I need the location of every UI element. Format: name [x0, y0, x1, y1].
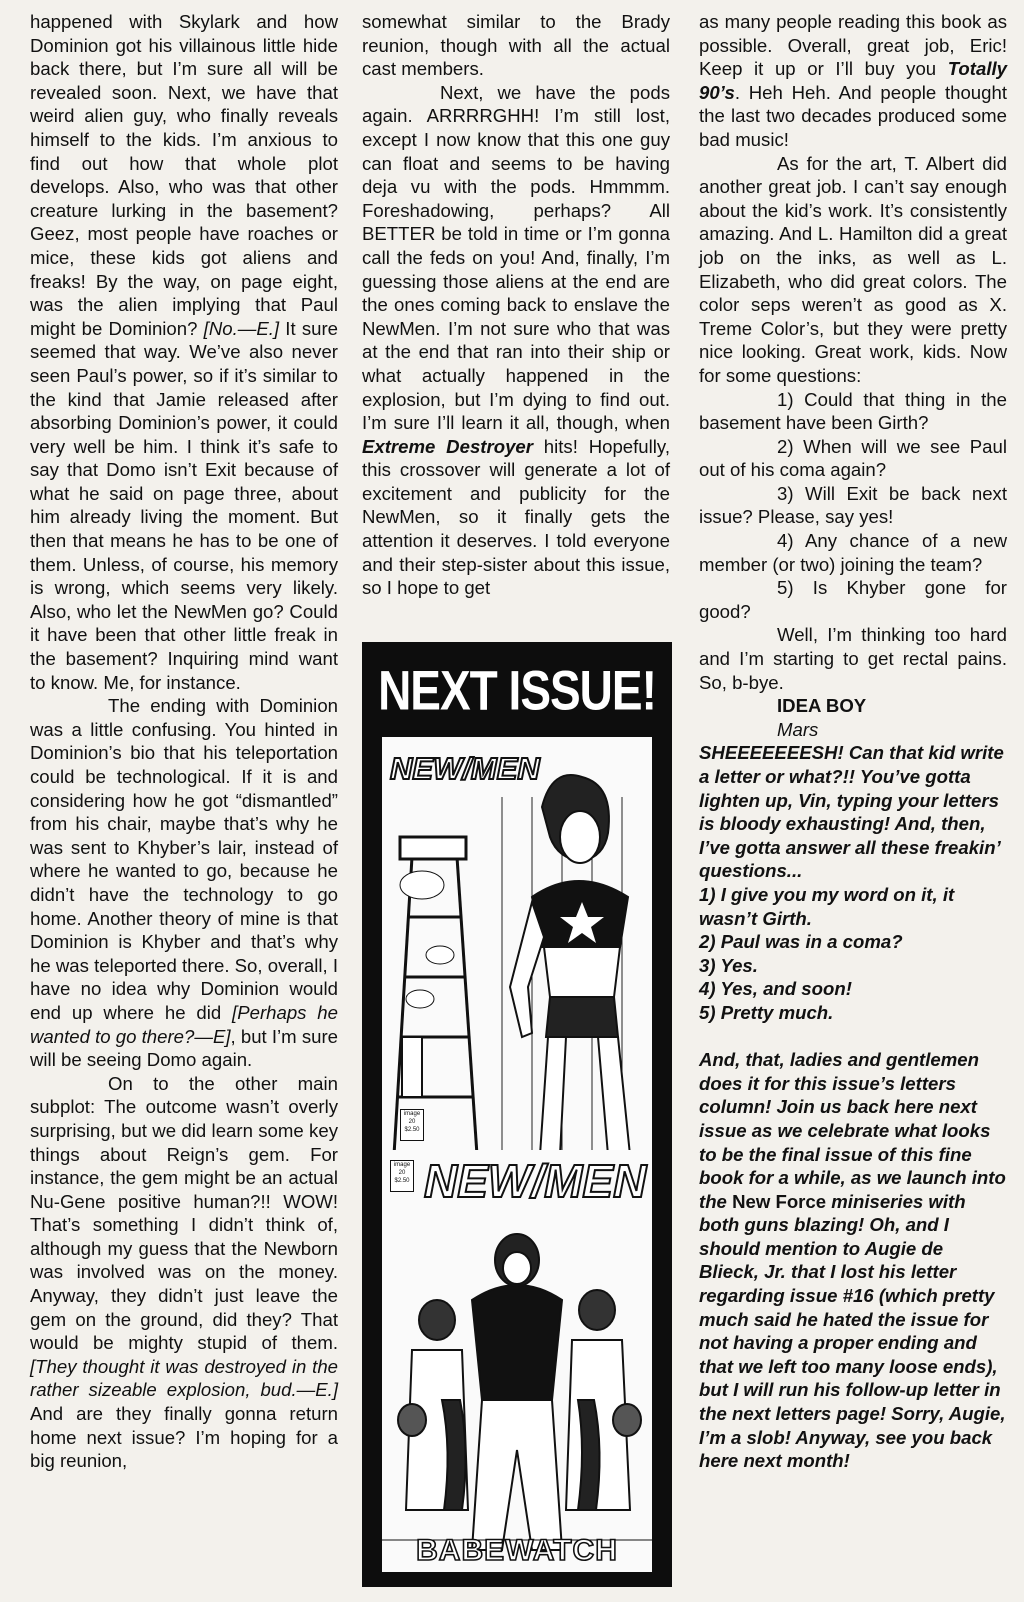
- newmen-logo: NEW/MEN: [390, 751, 540, 786]
- question: 2) When will we see Paul out of his coma again?: [699, 435, 1007, 481]
- signature-place: Mars: [777, 718, 819, 740]
- question: 4) Any chance of a new member (or two) joining the team?: [699, 530, 1007, 575]
- editor-note: [Perhaps he wanted to go there?—E]: [30, 1001, 338, 1047]
- cover-art-1: [382, 737, 652, 1155]
- letter-paragraph: somewhat similar to the Brady reunion, though with all the actual cast members.: [362, 11, 670, 80]
- letter-paragraph: As for the art, T. Albert did another great job. I can’t say enough about the kid’s work. It’s consistently amazing. And L. Hamilton did a great job on the inks, as well as L. Elizabeth, who did great colors. The color seps weren’t as good as X. Treme Color’s, but they were pretty nice looking. Great work, kids. Now for some questions:: [699, 152, 1007, 386]
- next-issue-panel: [362, 642, 672, 1587]
- answer: 1) I give you my word on it, it wasn’t Girth.: [699, 883, 955, 929]
- answer: 4) Yes, and soon!: [699, 978, 852, 1000]
- answer: 3) Yes.: [699, 954, 758, 976]
- cover-variant-1: [382, 737, 652, 1155]
- image-badge: image 20 $2.50: [390, 1160, 414, 1192]
- question: 5) Is Khyber gone for good?: [699, 577, 1007, 622]
- question: 1) Could that thing in the basement have been Girth?: [699, 388, 1007, 434]
- letter-paragraph: On to the other main subplot: The outcome wasn’t overly surprising, but we did learn some key things about Reign’s gem. For instance, the gem might be an actual Nu-Gene positive human?!! WOW! That’s something I didn’t think of, although my guess that the Newborn was involved was on the money. Anyway, they didn’t just leave the gem on the ground, did they? That would be mighty stupid of them. [They thought it was destroyed in the rather sizeable explosion, bud.—E.] And are they finally gonna return home next issue? I’m hoping for a big reunion,: [30, 1072, 338, 1472]
- letter-paragraph: Well, I’m thinking too hard and I’m starting to get rectal pains. So, b-bye.: [699, 624, 1007, 693]
- book-title: Totally 90’s: [699, 58, 1007, 103]
- letter-paragraph: happened with Skylark and how Dominion got his villainous little hide back there, but I’m sure all will be revealed soon. Next, we have that weird alien guy, who finally reveals himself to the kids. I’m anxious to find out how that whole plot develops. Also, who was that other creature lurking in the basement? Geez, most people have roaches or mice, these kids got aliens and freaks! By the way, on page eight, was the alien implying that Paul might be Dominion? [No.—E.] It sure seemed that way. We’ve also never seen Paul’s power, so if it’s similar to the kind that Jamie released after absorbing Dominion’s power, it could very well be him. I think it’s safe to say that Domo isn’t Exit because of what he said on page three, about him already living the moment. But then that means he has to be one of them. Unless, of course, his memory is wrong, which seems very likely. Also, who let the NewMen go? Could it have been that other little freak in the basement? Inquiring mind want to know. Me, for instance.: [30, 11, 339, 693]
- letters-column-2: [362, 10, 670, 600]
- babewatch-banner: BABEWATCH: [416, 1534, 618, 1567]
- cover-variant-2: [382, 1150, 652, 1572]
- question: 3) Will Exit be back next issue? Please, say yes!: [699, 482, 1007, 528]
- cover-art-2: [382, 1150, 652, 1572]
- editor-note: [No.—E.]: [203, 317, 280, 339]
- signature-name: IDEA BOY: [777, 695, 867, 717]
- letter-paragraph: Next, we have the pods again. ARRRRGHH! I’m still lost, except I now know that this one guy can float and seems to be having deja vu with the pods. Hmmmm. Foreshadowing, perhaps? All BETTER be told in time or I’m gonna call the feds on you! And, finally, I’m guessing those aliens at the end are the ones coming back to enslave the NewMen. I’m not sure who that was at the end that ran into their ship or what actually happened in the explosion, but I’m dying to find out. I’m sure I’ll learn it all, though, when Extreme Destroyer hits! Hopefully, this crossover will generate a lot of excitement and publicity for the NewMen, so it finally gets the attention it deserves. I told everyone and their step-sister about this issue, so I hope to get: [362, 81, 670, 599]
- letter-paragraph: as many people reading this book as possible. Overall, great job, Eric! Keep it up or I’ll buy you Totally 90’s. Heh Heh. And people thought the last two decades produced some bad music!: [699, 11, 1007, 150]
- next-issue-title: NEXT ISSUE!: [378, 659, 656, 722]
- editor-reply: SHEEEEEEESH! Can that kid write a letter or what?!! You’ve gotta lighten up, Vin, typing your letters is bloody exhausting! And, then, I’ve gotta answer all these freakin’ questions... 1) I give you my word on it, it wasn’t Girth. 2) Paul was in a coma? 3) Yes. 4) Yes, and soon! 5) Pretty much. And, that, ladies and gentlemen does it for this issue’s letters column! Join us back here next issue as we celebrate what looks to be the final issue of this fine book for a while, as we launch into the New Force miniseries with both guns blazing! Oh, and I should mention to Augie de Blieck, Jr. that I lost his letter regarding issue #16 (which pretty much said he hated the issue for not having a proper ending and that we left too many loose ends), but I will run his follow-up letter in the next letters page! Sorry, Augie, I’m a slob! Anyway, see you back here next month!: [699, 742, 1006, 1472]
- closing-paragraph: And, that, ladies and gentlemen does it for this issue’s letters column! Join us back here next issue as we celebrate what looks to be the final issue of this fine book for a while, as we launch into the New Force miniseries with both guns blazing! Oh, and I should mention to Augie de Blieck, Jr. that I lost his letter regarding issue #16 (which pretty much said he hated the issue for not having a proper ending and that we left too many loose ends), but I will run his follow-up letter in the next letters page! Sorry, Augie, I’m a slob! Anyway, see you back here next month!: [699, 1049, 1006, 1472]
- image-badge: image 20 $2.50: [400, 1109, 424, 1141]
- book-title: New Force: [732, 1190, 827, 1212]
- newmen-logo: NEW/MEN: [424, 1155, 647, 1207]
- book-title: Extreme Destroyer: [362, 435, 533, 457]
- letter-paragraph: The ending with Dominion was a little confusing. You hinted in Dominion’s bio that his teleportation could be technological. If it is and considering how he got “dismantled” from his chair, maybe that’s why he was sent to Khyber’s lair, instead of where he wanted to go, because he didn’t have the technology to go home. Another theory of mine is that Dominion is Khyber and that’s why he was teleported there. So, overall, I have no idea why Dominion would end up where he did [Perhaps he wanted to go there?—E], but I’m sure will be seeing Domo again.: [30, 695, 339, 1071]
- letters-column-3: [699, 10, 1007, 1473]
- letters-column-1: [30, 10, 338, 1473]
- answer: 5) Pretty much.: [699, 1001, 834, 1023]
- answer: 2) Paul was in a coma?: [699, 931, 903, 953]
- editor-note: [They thought it was destroyed in the rather sizeable explosion, bud.—E.]: [30, 1355, 338, 1401]
